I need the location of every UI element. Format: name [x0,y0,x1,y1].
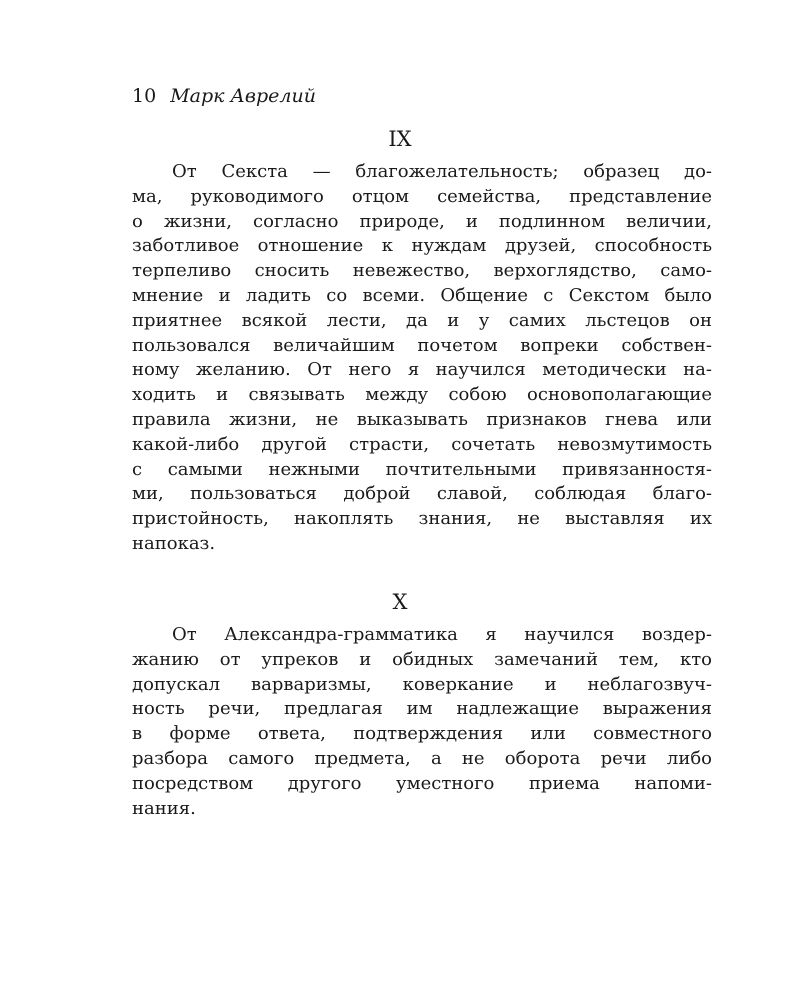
text-line: приятнее всякой лести, да и у самих льстецов он [132,309,712,331]
text-line: мнение и ладить со всеми. Общение с Секстом было [132,284,712,306]
text-line: правила жизни, не выказывать признаков гнева или [132,408,712,430]
text-line: пользовался величайшим почетом вопреки собствен- [132,334,712,356]
section-heading-x: X [392,590,408,614]
text-line: с самыми нежными почтительными привязанностя- [132,458,712,480]
text-line: допускал варваризмы, коверкание и неблагозвуч- [132,673,712,695]
text-line: ма, руководимого отцом семейства, представление [132,185,712,207]
page-number: 10 [132,85,157,107]
text-line: о жизни, согласно природе, и подлинном величии, [132,210,712,232]
text-line: в форме ответа, подтверждения или совместного [132,723,712,745]
text-line: напоказ. [132,532,216,554]
text-line: разбора самого предмета, а не оборота речи либо [132,747,712,769]
text-line: ность речи, предлагая им надлежащие выражения [132,698,712,720]
text-line: заботливое отношение к нуждам друзей, способность [132,235,712,257]
running-head [132,84,316,108]
text-line: нания. [132,797,196,819]
text-line: ми, пользоваться доброй славой, соблюдая благо- [132,483,712,505]
text-line: От Александра-грамматика я научился воздер- [172,624,712,645]
text-line: посредством другого уместного приема напоми- [132,772,712,794]
paragraph-section-x [132,623,712,821]
author-name: Марк Аврелий [170,85,316,107]
text-line: пристойность, накоплять знания, не выставляя их [132,508,712,530]
text-line: ному желанию. От него я научился методически на- [132,359,712,381]
section-heading-ix: IX [388,127,412,151]
text-line: От Секста — благожелательность; образец до- [172,161,712,182]
text-line: какой-либо другой страсти, сочетать невозмутимость [132,433,712,455]
text-line: ходить и связывать между собою основополагающие [132,384,712,406]
text-line: терпеливо сносить невежество, верхоглядство, само- [132,260,712,282]
text-line: жанию от упреков и обидных замечаний тем, кто [132,648,712,670]
paragraph-section-ix [132,160,712,557]
